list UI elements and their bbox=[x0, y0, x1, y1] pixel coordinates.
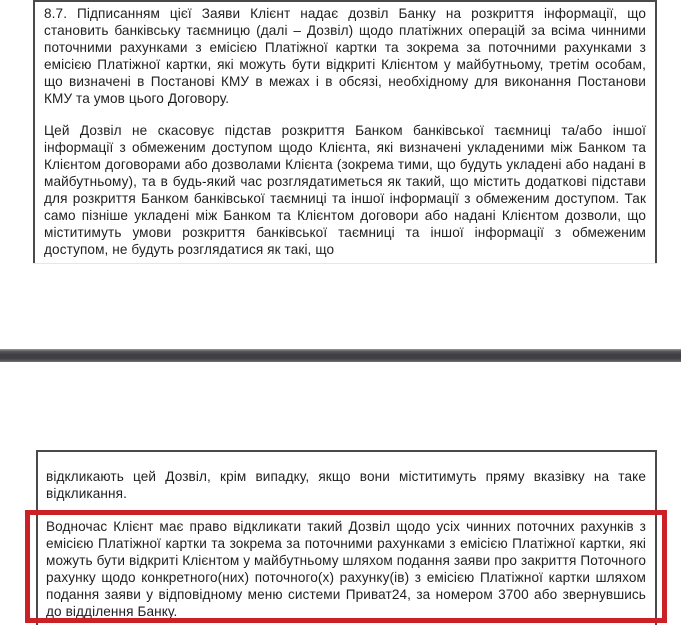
dozvil-paragraph: Цей Дозвіл не скасовує підстав розкриття Банком банківської таємниці та/або іншої інформації з обмеженим доступом щодо Клієнта, які визначені укладеними між Банком та Клієнтом договорами або дозволами Клієнта (зокрема тими, що будуть укладені або надані в майбутньому), та в будь-який час розглядатиметься як такий, що містить додаткові підстави для розкриття Банком банківської таємниці та іншої інформації з обмеженим доступом. Так само пізніше укладені між Банком та Клієнтом договори або надані Клієнтом дозволи, що міститимуть умови розкриття банківської таємниці та іншої інформації з обмеженим доступом, не будуть розглядатися як такі, що bbox=[44, 123, 646, 257]
document-page-2 bbox=[36, 450, 657, 625]
revocation-continuation-paragraph: відкликають цей Дозвіл, крім випадку, якщо вони міститимуть пряму вказівку на таке відкликання. bbox=[46, 469, 646, 501]
page-1-bottom-edge bbox=[33, 263, 657, 264]
clause-8-7-paragraph: 8.7. Підписанням цієї Заяви Клієнт надає дозвіл Банку на розкриття інформації, що становить банківську таємницю (далі – Дозвіл) щодо платіжних операцій за всіма чинними поточними рахунками з емісією Платіжної картки та зокрема за поточними рахунками з емісією Платіжної картки, які можуть бути відкриті Клієнтом у майбутньому, третім особам, що визначені в Постанові КМУ в межах і в обсязі, необхідному для виконання Постанови КМУ та умов цього Договору. bbox=[44, 6, 646, 106]
privat24-highlighted-paragraph: Водночас Клієнт має право відкликати такий Дозвіл щодо усіх чинних поточних рахунків з емісією Платіжної картки та зокрема за поточними рахунками з емісією Платіжної картки, які можуть бути відкриті Клієнтом у майбутньому шляхом подання заяви про закриття Поточного рахунку щодо конкретного(них) поточного(х) рахунку(ів) з емісією Платіжної картки шляхом подання заяви у відповідному меню системи Приват24, за номером 3700 або звернувшись до відділення Банку. bbox=[46, 519, 646, 619]
page-separator-bar bbox=[0, 349, 681, 362]
document-page-1 bbox=[33, 0, 657, 264]
